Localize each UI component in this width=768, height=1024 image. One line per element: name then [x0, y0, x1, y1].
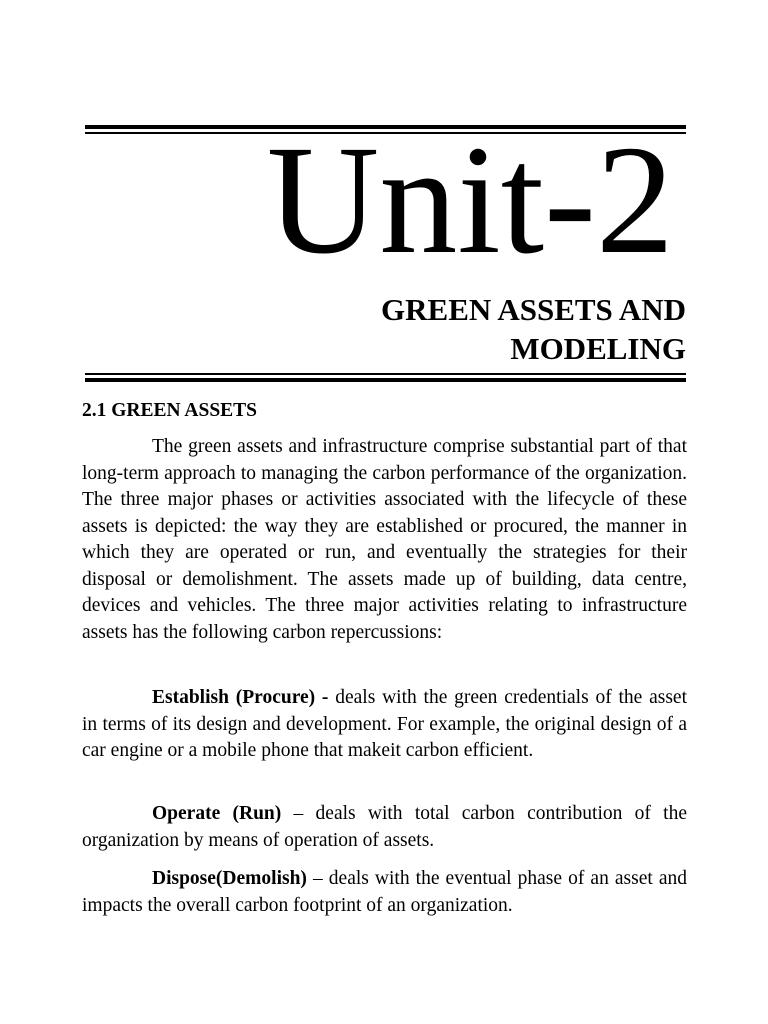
paragraph-operate	[82, 801, 687, 854]
term-establish: Establish (Procure) -	[152, 687, 329, 708]
term-operate: Operate (Run)	[152, 803, 282, 824]
paragraph-intro-text: The green assets and infrastructure comprise substantial part of that long-term approach to managing the carbon performance of the organization. The three major phases or activities associated with the lifecycle of these assets is depicted: the way they are established or procured, the manner in which they are operated or run, and eventually the strategies for their disposal or demolishment. The assets made up of building, data centre, devices and vehicles. The three major activities relating to infrastructure assets has the following carbon repercussions:	[82, 436, 687, 643]
chapter-title	[381, 290, 686, 368]
paragraph-dispose	[82, 866, 687, 919]
section-heading: 2.1 GREEN ASSETS	[82, 400, 258, 421]
bottom-rule-thick	[85, 378, 686, 382]
chapter-title-line-2: MODELING	[510, 331, 686, 366]
term-dispose: Dispose(Demolish)	[152, 868, 307, 889]
bottom-double-rule	[85, 373, 686, 382]
paragraph-establish-text: deals with the green credentials of the asset in terms of its design and development. For example, the original design of a car engine or a mobile phone that makeit carbon efficient.	[82, 687, 688, 761]
paragraph-establish	[82, 685, 687, 765]
chapter-title-line-1: GREEN ASSETS AND	[381, 292, 686, 327]
paragraph-operate-text: – deals with total carbon contribution of the organization by means of operation of assets.	[82, 803, 688, 851]
unit-title: Unit-2	[266, 113, 674, 286]
paragraph-dispose-text: – deals with the eventual phase of an asset and impacts the overall carbon footprint of an organization.	[82, 868, 687, 916]
paragraph-intro	[82, 434, 687, 646]
bottom-rule-thin	[85, 373, 686, 375]
